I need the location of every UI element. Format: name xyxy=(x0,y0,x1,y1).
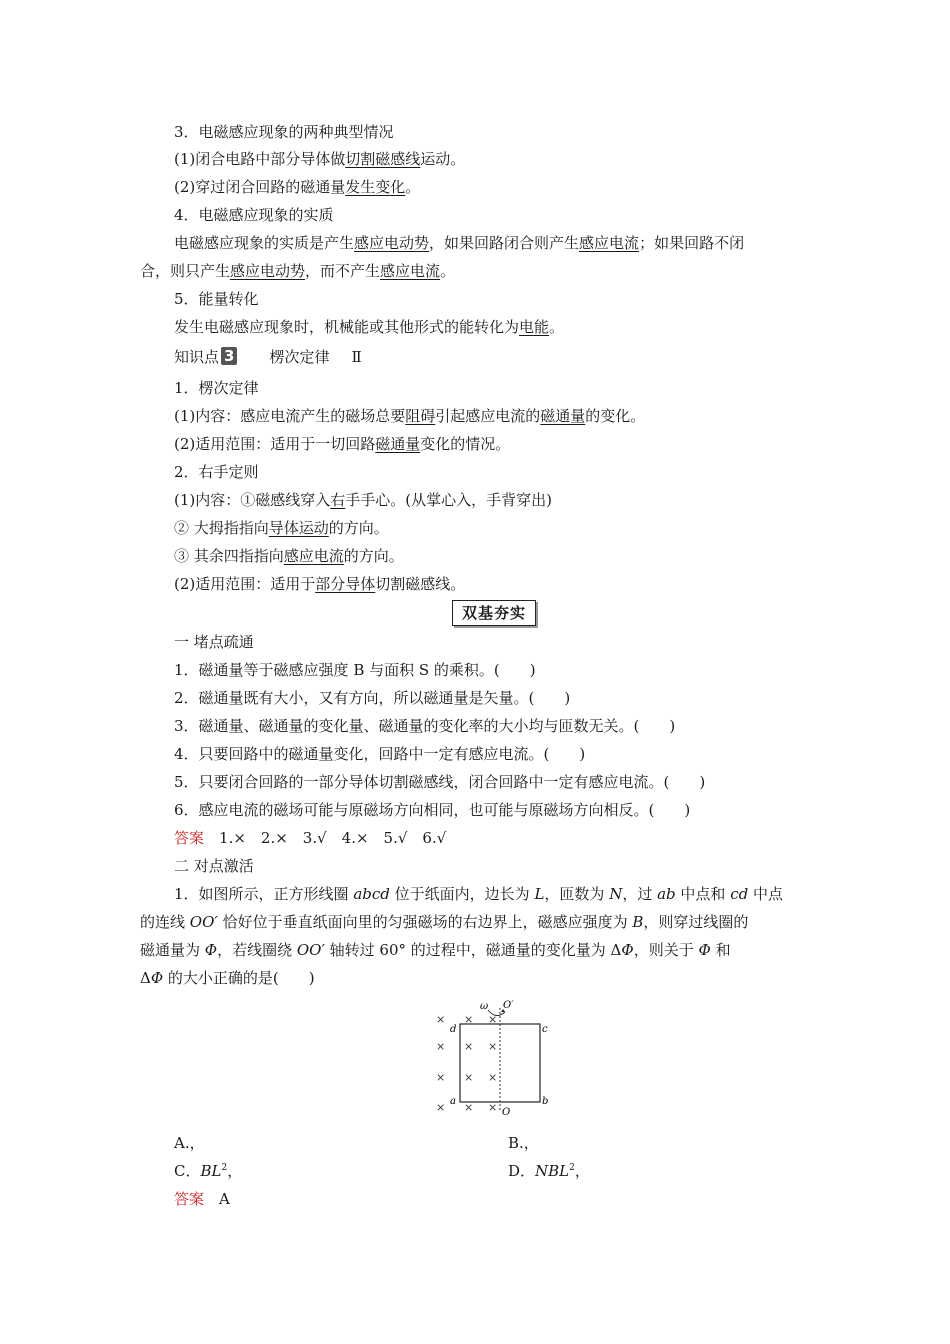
label-c: c xyxy=(542,1024,548,1035)
cross-mark: × xyxy=(464,1013,474,1026)
label-d: d xyxy=(450,1024,457,1035)
cross-mark: × xyxy=(436,1040,446,1053)
answer-label: 答案 xyxy=(174,829,205,847)
essence-line-2: 合，则只产生感应电动势，而不产生感应电流。 xyxy=(140,262,456,280)
right-hand-scope: (2)适用范围：适用于部分导体切割磁感线。 xyxy=(174,575,466,593)
knowledge-point-badge: 3 xyxy=(221,347,237,365)
cross-mark: × xyxy=(464,1101,474,1114)
section-title-box: 双基夯实 xyxy=(452,600,536,626)
problem-line-1: 1．如图所示，正方形线圈 abcd 位于纸面内，边长为 L，匝数为 N，过 ab 中点和 cd 中点 xyxy=(174,885,783,903)
statement-2: 2．磁通量既有大小，又有方向，所以磁通量是矢量。( ) xyxy=(174,689,571,707)
lenz-content: (1)内容：感应电流产生的磁场总要阻碍引起感应电流的磁通量的变化。 xyxy=(174,407,646,425)
magnetic-field-crosses xyxy=(436,1013,497,1114)
right-hand-content: (1)内容：①磁感线穿入右手手心。(从掌心入，手背穿出) xyxy=(174,491,552,509)
right-hand-fingers: ③ 其余四指指向感应电流的方向。 xyxy=(174,547,404,565)
cross-mark: × xyxy=(436,1013,446,1026)
energy-line: 发生电磁感应现象时，机械能或其他形式的能转化为电能。 xyxy=(174,318,565,336)
answer-1: 答案 1.× 2.× 3.√ 4.× 5.√ 6.√ xyxy=(174,829,447,847)
part-1-heading: 一 堵点疏通 xyxy=(174,633,254,651)
answer-label: 答案 xyxy=(174,1190,205,1208)
cross-mark: × xyxy=(436,1101,446,1114)
item-2: (2)穿过闭合回路的磁通量发生变化。 xyxy=(174,178,421,196)
problem-line-2: 的连线 OO′ 恰好位于垂直纸面向里的匀强磁场的右边界上，磁感应强度为 B，则穿过线圈的 xyxy=(140,913,749,931)
cross-mark: × xyxy=(436,1071,446,1084)
option-a: A.， xyxy=(174,1134,205,1152)
knowledge-point-heading: 知识点 3 楞次定律 Ⅱ xyxy=(174,347,362,366)
item-1: (1)闭合电路中部分导体做切割磁感线运动。 xyxy=(174,150,466,168)
section-5-heading: 5．能量转化 xyxy=(174,290,259,308)
lenz-scope: (2)适用范围：适用于一切回路磁通量变化的情况。 xyxy=(174,435,511,453)
lenz-heading: 1．楞次定律 xyxy=(174,379,259,397)
section-3-heading: 3．电磁感应现象的两种典型情况 xyxy=(174,123,394,141)
statement-6: 6．感应电流的磁场可能与原磁场方向相同，也可能与原磁场方向相反。( ) xyxy=(174,801,691,819)
problem-line-4: ΔΦ 的大小正确的是( ) xyxy=(140,969,315,987)
option-b: B.， xyxy=(508,1134,539,1152)
statement-3: 3．磁通量、磁通量的变化量、磁通量的变化率的大小均与匝数无关。( ) xyxy=(174,717,676,735)
cross-mark: × xyxy=(488,1040,498,1053)
option-d: D．NBL$^2$， xyxy=(508,1162,590,1180)
cross-mark: × xyxy=(488,1071,498,1084)
label-a: a xyxy=(450,1096,456,1107)
section-4-heading: 4．电磁感应现象的实质 xyxy=(174,206,334,224)
o-bottom-label: O xyxy=(502,1107,511,1118)
option-c: C．$BL^2$， xyxy=(174,1162,243,1180)
coil-figure xyxy=(428,992,558,1120)
statement-5: 5．只要闭合回路的一部分导体切割磁感线，闭合回路中一定有感应电流。( ) xyxy=(174,773,706,791)
right-hand-thumb: ② 大拇指指向导体运动的方向。 xyxy=(174,519,389,537)
omega-label: ω xyxy=(480,1001,489,1012)
cross-mark: × xyxy=(464,1071,474,1084)
problem-line-3: 磁通量为 Φ，若线圈绕 OO′ 轴转过 60° 的过程中，磁通量的变化量为 ΔΦ，则关于 Φ 和 xyxy=(140,941,731,959)
statement-1: 1．磁通量等于磁感应强度 B 与面积 S 的乘积。( ) xyxy=(174,661,536,679)
cross-mark: × xyxy=(488,1013,498,1026)
answer-2: 答案 A xyxy=(174,1190,230,1208)
part-2-heading: 二 对点激活 xyxy=(174,857,254,875)
square-coil xyxy=(460,1024,540,1102)
essence-line-1: 电磁感应现象的实质是产生感应电动势，如果回路闭合则产生感应电流；如果回路不闭 xyxy=(174,234,745,252)
statement-4: 4．只要回路中的磁通量变化，回路中一定有感应电流。( ) xyxy=(174,745,586,763)
o-top-label: O′ xyxy=(503,1000,514,1011)
cross-mark: × xyxy=(488,1101,498,1114)
right-hand-heading: 2．右手定则 xyxy=(174,463,259,481)
label-b: b xyxy=(542,1096,549,1107)
cross-mark: × xyxy=(464,1040,474,1053)
